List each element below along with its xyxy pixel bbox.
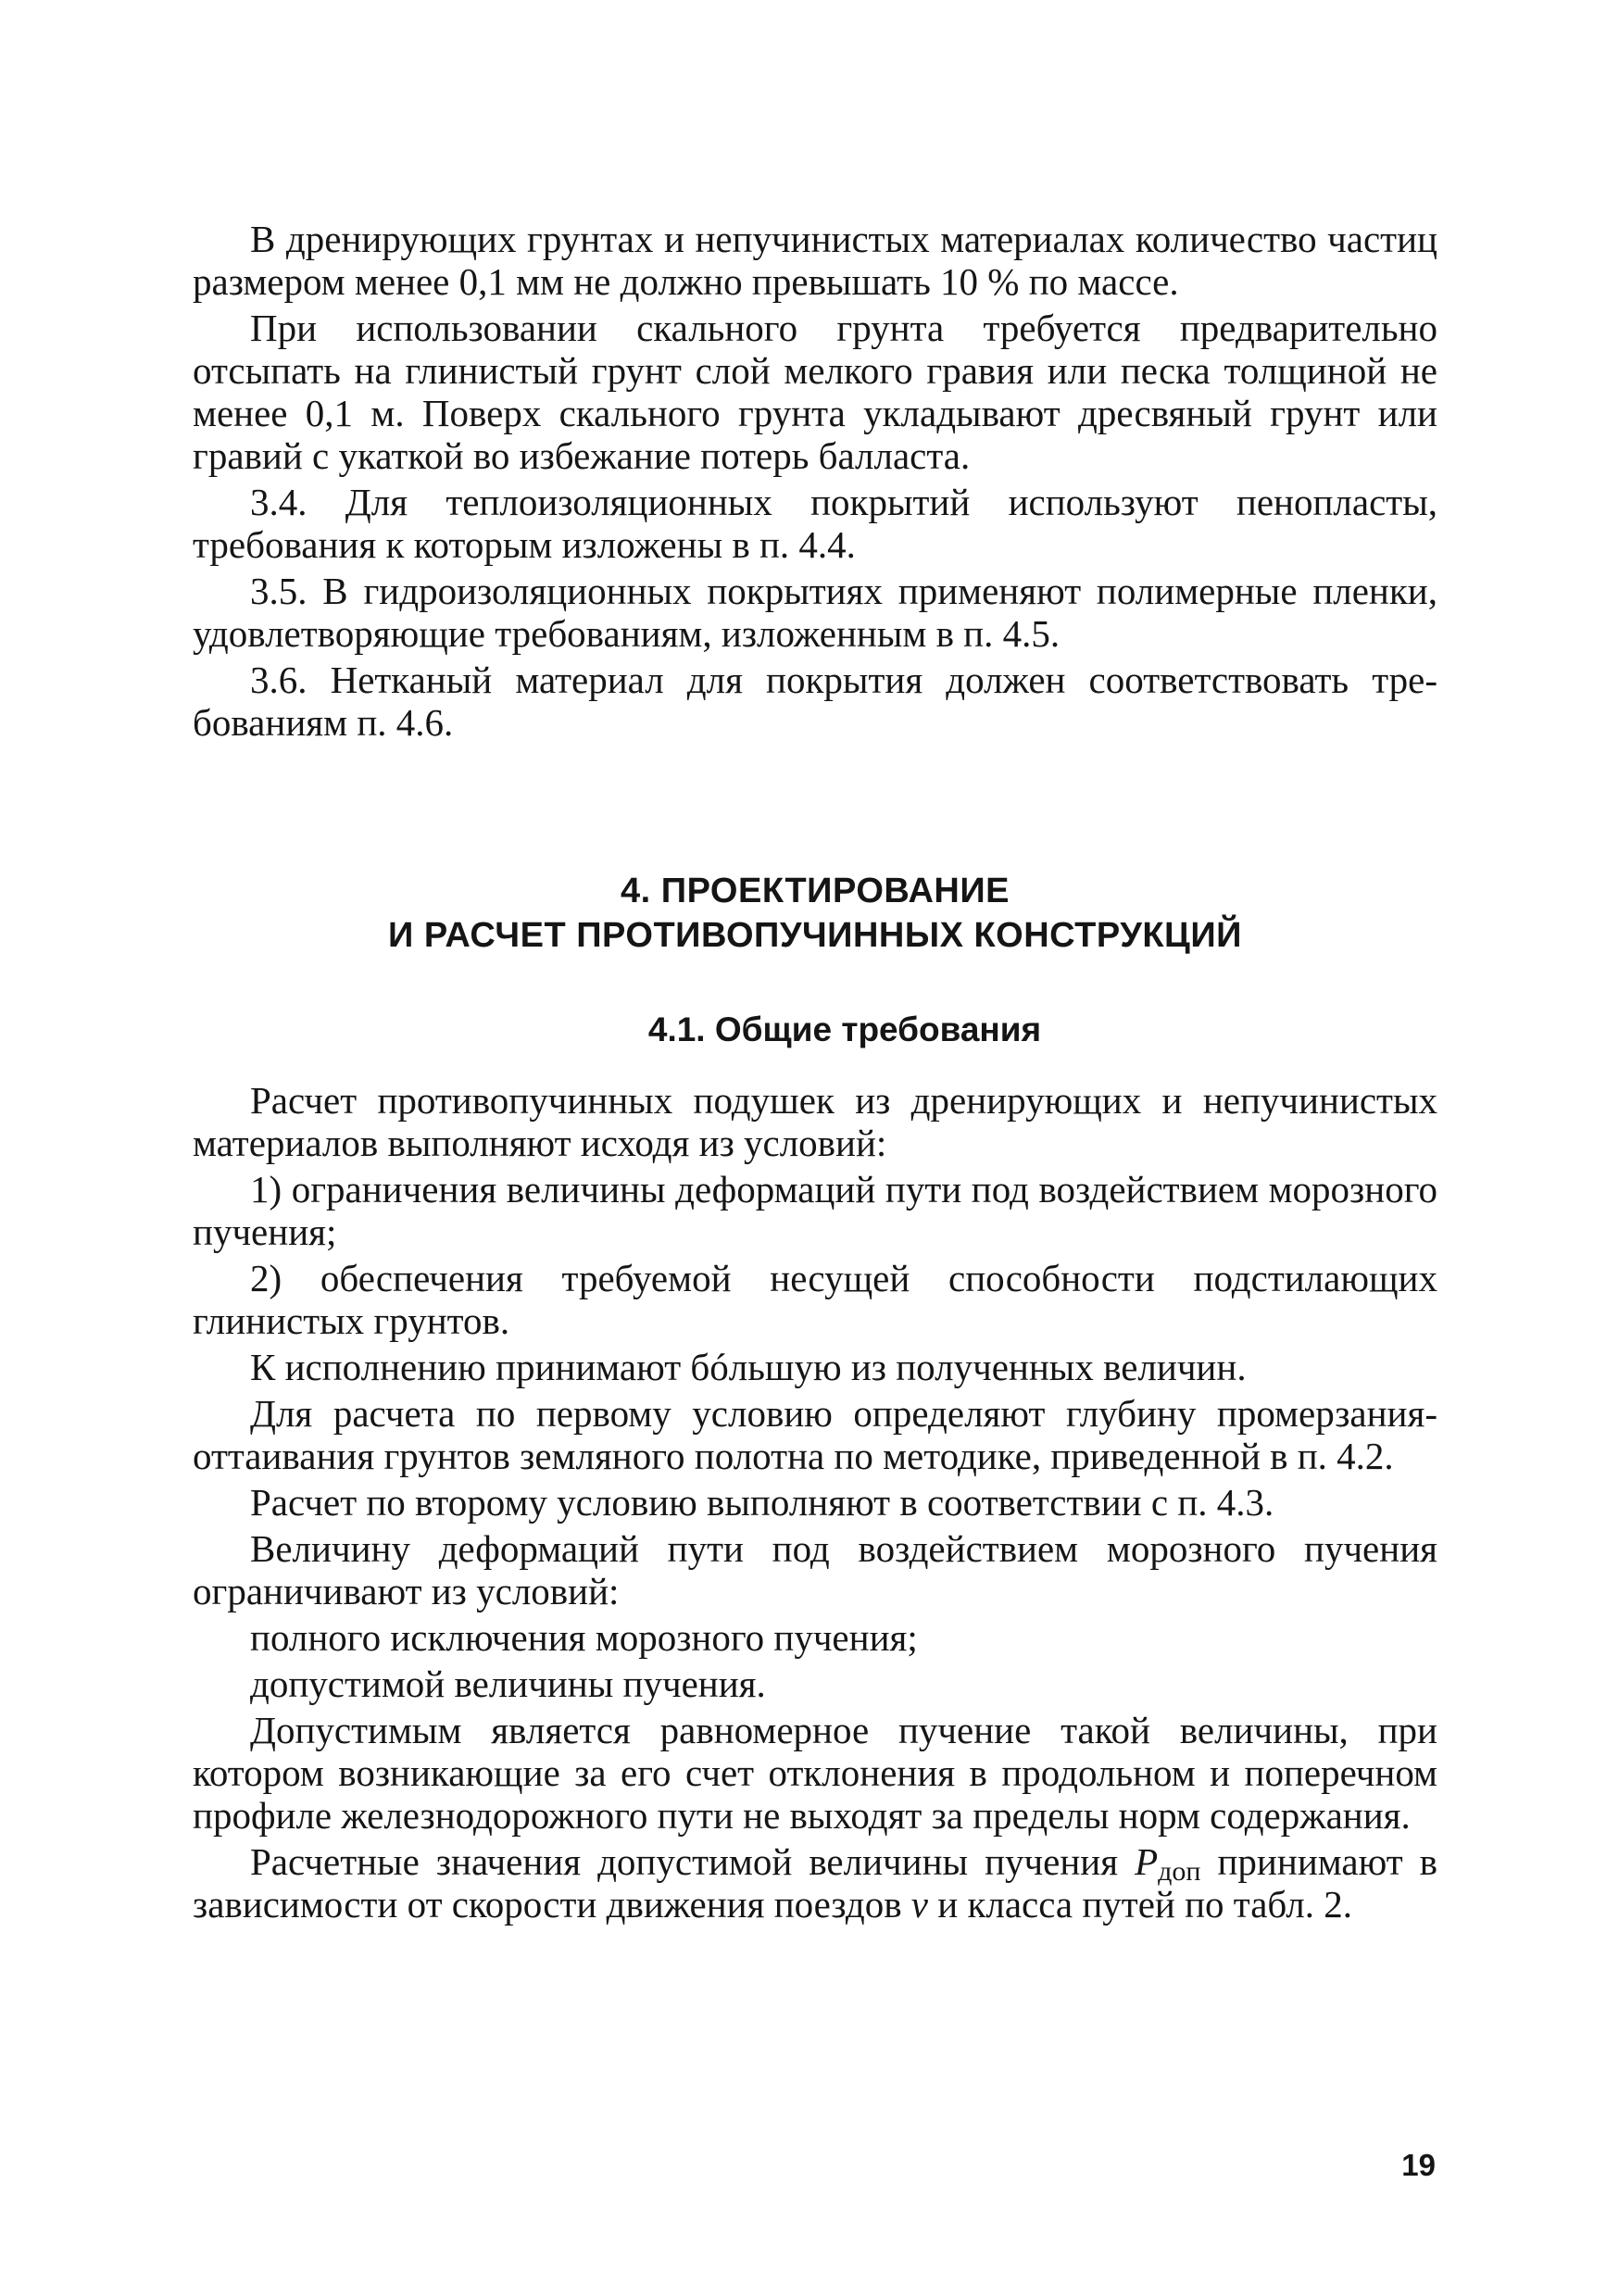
heave-variable-symbol: P: [1135, 1840, 1159, 1883]
speed-variable-symbol: v: [910, 1883, 928, 1926]
paragraph-uniform-heave: Допустимым является равномерное пучение такой величины, при котором возникающие за его счет отклонения в продольном и поперечном профиле железнодорожного пути не выходят за пределы норм содержания.: [193, 1709, 1437, 1837]
paragraph-deformation-limits: Величину деформаций пути под воздействием морозного пучения ограничивают из условий:: [193, 1527, 1437, 1612]
text-segment: Расчетные значения допустимой величины пучения: [250, 1840, 1136, 1883]
text-segment: и класса путей по табл. 2.: [928, 1883, 1352, 1926]
subsection-heading: 4.1. Общие требования: [647, 1010, 1042, 1048]
paragraph-condition-1: 1) ограничения величины деформаций пути под воздействием морозного пучения;: [193, 1168, 1437, 1253]
paragraph-3-4-insulation: 3.4. Для теплоизоляционных покрытий используют пенопласты, требования к которым изложены в п. 4.4.: [193, 481, 1437, 566]
paragraph-3-6-nonwoven: 3.6. Нетканый материал для покрытия должен соответствовать требованиям п. 4.6.: [193, 659, 1437, 744]
paragraph-allowable-heave: допустимой величины пучения.: [250, 1662, 766, 1705]
intro-text-block: [193, 218, 1437, 744]
paragraph-3-5-waterproofing: 3.5. В гидроизоляционных покрытиях применяют полимерные пленки, удовлетворяющие требованиям, изложенным в п. 4.5.: [193, 570, 1437, 655]
paragraph-calculation-conditions: Расчет противопучинных подушек из дренирующих и непучинистых материалов выполняют исходя из условий:: [193, 1079, 1437, 1164]
section-heading-line-2: И РАСЧЕТ ПРОТИВОПУЧИННЫХ КОНСТРУКЦИЙ: [388, 916, 1242, 955]
paragraph-allowable-heave-values: [193, 1840, 1437, 1926]
section-4-1-text-block: [193, 1079, 1437, 1926]
page-number: 19: [1401, 2148, 1436, 2182]
paragraph-condition-2: 2) обеспечения требуемой несущей способности подстилающих глинистых грунтов.: [193, 1257, 1437, 1342]
paragraph-drainage-particles: В дренирующих грунтах и непучинистых материалах количество частиц размером менее 0,1 мм не должно превышать 10 % по массе.: [193, 218, 1437, 303]
heave-variable-subscript: доп: [1158, 1856, 1201, 1887]
paragraph-second-condition: Расчет по второму условию выполняют в соответствии с п. 4.3.: [250, 1481, 1274, 1524]
paragraph-freezing-depth: Для расчета по первому условию определяют глубину промерзания-оттаивания грунтов земляного полотна по методике, приведенной в п. 4.2.: [193, 1392, 1437, 1477]
paragraph-accept-larger: К исполнению принимают бóльшую из полученных величин.: [250, 1346, 1247, 1388]
section-heading: [193, 869, 1437, 958]
text-segment: принимают в зависимости от скорости движения поездов: [193, 1840, 1437, 1926]
section-heading-line-1: 4. ПРОЕКТИРОВАНИЕ: [621, 872, 1010, 910]
paragraph-full-exclusion: полного исключения морозного пучения;: [250, 1616, 918, 1659]
paragraph-rock-soil: При использовании скального грунта требуется предварительно отсыпать на глинистый грунт слой мелкого гравия или песка толщиной не менее 0,1 м. Поверх скального грунта укладывают дресвяный грунт или гравий с укаткой во избежание потерь балласта.: [193, 307, 1437, 477]
